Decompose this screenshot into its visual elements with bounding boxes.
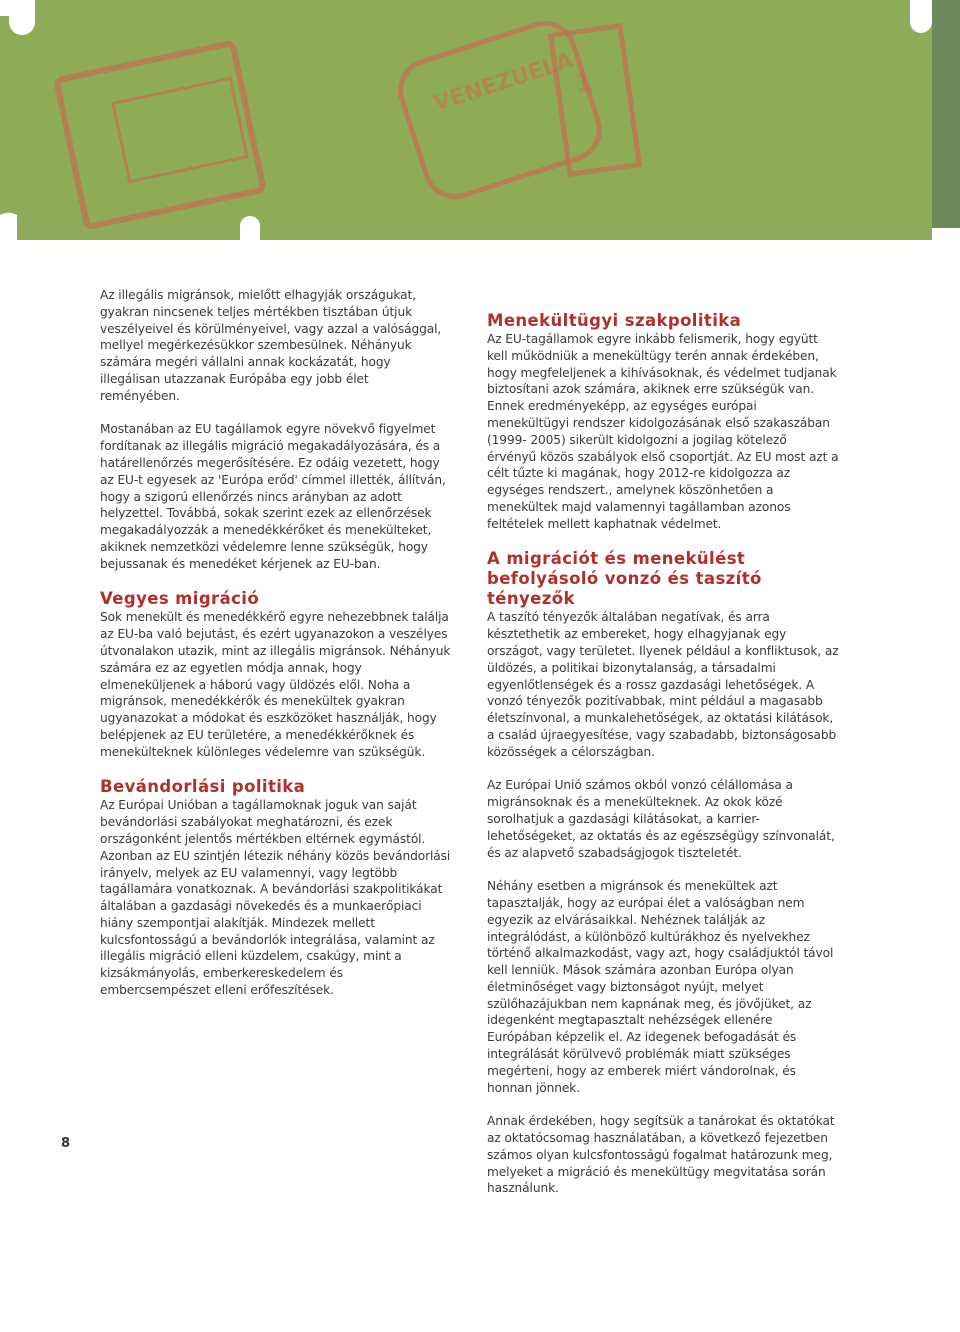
- white-bracket-bottom-left: [0, 213, 17, 240]
- banner-side-strip: [932, 0, 960, 228]
- push-pull-paragraph-3: Néhány esetben a migránsok és menekültek azt tapasztalják, hogy az európai élet a valóságban nem egyezik az elvárásaikkal. Nehéznek találják az integrálódást, a különböző kultúrákhoz és nyelvekhez történő alkalmazkodást, vagy azt, hogy családjuktól távol kell lenniük. Mások számára azonban Európa olyan életminőséget vagy biztonságot nyújt, melyet szülőhazájukban nem kapnának meg, és jövőjüket, az idegenként megtapasztalt nehézségek ellenére Európában képzelik el. Az idegenek befogadását és integrálását körülvevő problémák miatt szükséges megérteni, hogy az emberek miért vándorolnak, és honnan jönnek.: [487, 879, 834, 1095]
- immigration-policy-paragraph: Az Európai Unióban a tagállamoknak joguk van saját bevándorlási szabályokat meghatározni, és ezek országonként jelentős mértékben eltérnek egymástól. Azonban az EU szintjén létezik néhány közös bevándorlási irányelv, melyek az EU valamennyi, vagy legtöbb tagállamára vonatkoznak. A bevándorlási szakpolitikákat általában a gazdasági növekedés és a munkaerőpiaci hiány szempontjai alakítják. Mindezek mellett kulcsfontosságú a bevándorlók integrálása, valamint az illegális migráció elleni küzdelem, csakúgy, mint a kizsákmányolás, emberkereskedelem és embercsempészet elleni erőfeszítések.: [100, 798, 451, 998]
- push-pull-paragraph-4: Annak érdekében, hogy segítsük a tanárokat és oktatókat az oktatócsomag használatában, a következő fejezetben számos olyan kulcsfontosságú fogalmat határozunk meg, melyeket a migráció és menekültügy megvitatása során használunk.: [487, 1114, 835, 1196]
- push-pull-paragraph-1: A taszító tényezők általában negatívak, és arra késztethetik az embereket, hogy elhagyjanak egy országot, vagy területet. Ilyenek például a konfliktusok, az üldözés, a politikai bizonytalanság, a társadalmi egyenlőtlenségek és a rossz gazdasági lehetőségek. A vonzó tényezők pozitívabbak, mint például a magasabb életszínvonal, a munkalehetőségek, az oktatási kilátások, a család újraegyesítése, vagy szabadabb, biztonságosabb közösségek a célországban.: [487, 610, 839, 759]
- page-number: 8: [61, 1136, 71, 1151]
- stamp-text-venezuela: VENEZUELA: [430, 48, 577, 117]
- stamp-text-number: 1: [573, 67, 594, 98]
- header-banner: [0, 0, 932, 240]
- refugee-policy-paragraph: Az EU-tagállamok egyre inkább felismerik, hogy együtt kell működniük a menekültügy terén annak érdekében, hogy megfeleljenek a kihívásoknak, és védelmet tudjanak biztosítani azok számára, akiknek erre szükségük van. Ennek eredményeképp, az egységes európai menekültügyi rendszer kidolgozásának első szakaszában (1999- 2005) sikerült kidolgozni a jogilag kötelező érvényű közös szabályok első csoportját. Az EU most azt a célt tűzte ki magának, hogy 2012-re kidolgozza az egységes rendszert., amelynek köszönhetően a menekültek majd valamennyi tagállamban azonos feltételek mellett kaphatnak védelmet.: [487, 332, 839, 531]
- white-bracket-top-left: [0, 0, 35, 35]
- mixed-migration-paragraph: Sok menekült és menedékkérő egyre nehezebbnek találja az EU-ba való bejutást, és ezért ugyanazokon a veszélyes útvonalakon utazik, mint az illegális migránsok. Néhányuk számára ez az egyetlen módja annak, hogy elmeneküljenek a háború vagy üldözés elől. Noha a migránsok, menedékkérők és menekültek gyakran ugyanazokat a módokat és eszközöket használják, hogy belépjenek az EU területére, a menedékkérőknek és menekülteknek különleges védelemre van szükségük.: [100, 610, 451, 759]
- white-bracket-bottom-middle: [240, 216, 260, 240]
- push-pull-paragraph-2: Az Európai Unió számos okból vonzó célállomása a migránsoknak és a menekülteknek. Az okok közé sorolhatjuk a gazdasági kilátásokat, a karrier-lehetőségeket, az oktatás és az egészségügy színvonalát, és az alapvető szabadságjogok tiszteletét.: [487, 778, 835, 860]
- heading-mixed-migration: Vegyes migráció: [100, 589, 260, 609]
- left-column: [100, 287, 452, 1016]
- passport-stamps-image: [0, 0, 932, 240]
- right-column: [487, 311, 839, 1214]
- intro-paragraph: Az illegális migránsok, mielőtt elhagyják országukat, gyakran nincsenek teljes mértékben tisztában útjuk veszélyeivel és körülményeivel, vagy azzal a valósággal, mellyel megérkezésükkor szembesülnek. Néhányuk számára megéri vállalni annak kockázatát, hogy illegálisan utazzanak Európába egy jobb élet reményében.: [100, 288, 442, 403]
- heading-push-pull-factors: A migrációt és menekülést befolyásoló vonzó és taszító tényezők: [487, 549, 762, 609]
- white-bracket-top-right: [910, 0, 932, 33]
- border-control-paragraph: Mostanában az EU tagállamok egyre növekvő figyelmet fordítanak az illegális migráció megakadályozására, és a határellenőrzés megerősítésére. Ez odáig vezetett, hogy az EU-t egyesek az 'Európa erőd' címmel illették, állítván, hogy a szigorú ellenőrzés nincs arányban az adott helyzettel. Továbbá, sokak szerint ezek az ellenőrzések megakadályozzák a menedékkérőket és menekülteket, akiknek nemzetközi védelemre lenne szükségük, hogy bejussanak és menedéket kérjenek az EU-ban.: [100, 422, 446, 571]
- heading-immigration-policy: Bevándorlási politika: [100, 777, 306, 797]
- heading-refugee-policy: Menekültügyi szakpolitika: [487, 311, 742, 330]
